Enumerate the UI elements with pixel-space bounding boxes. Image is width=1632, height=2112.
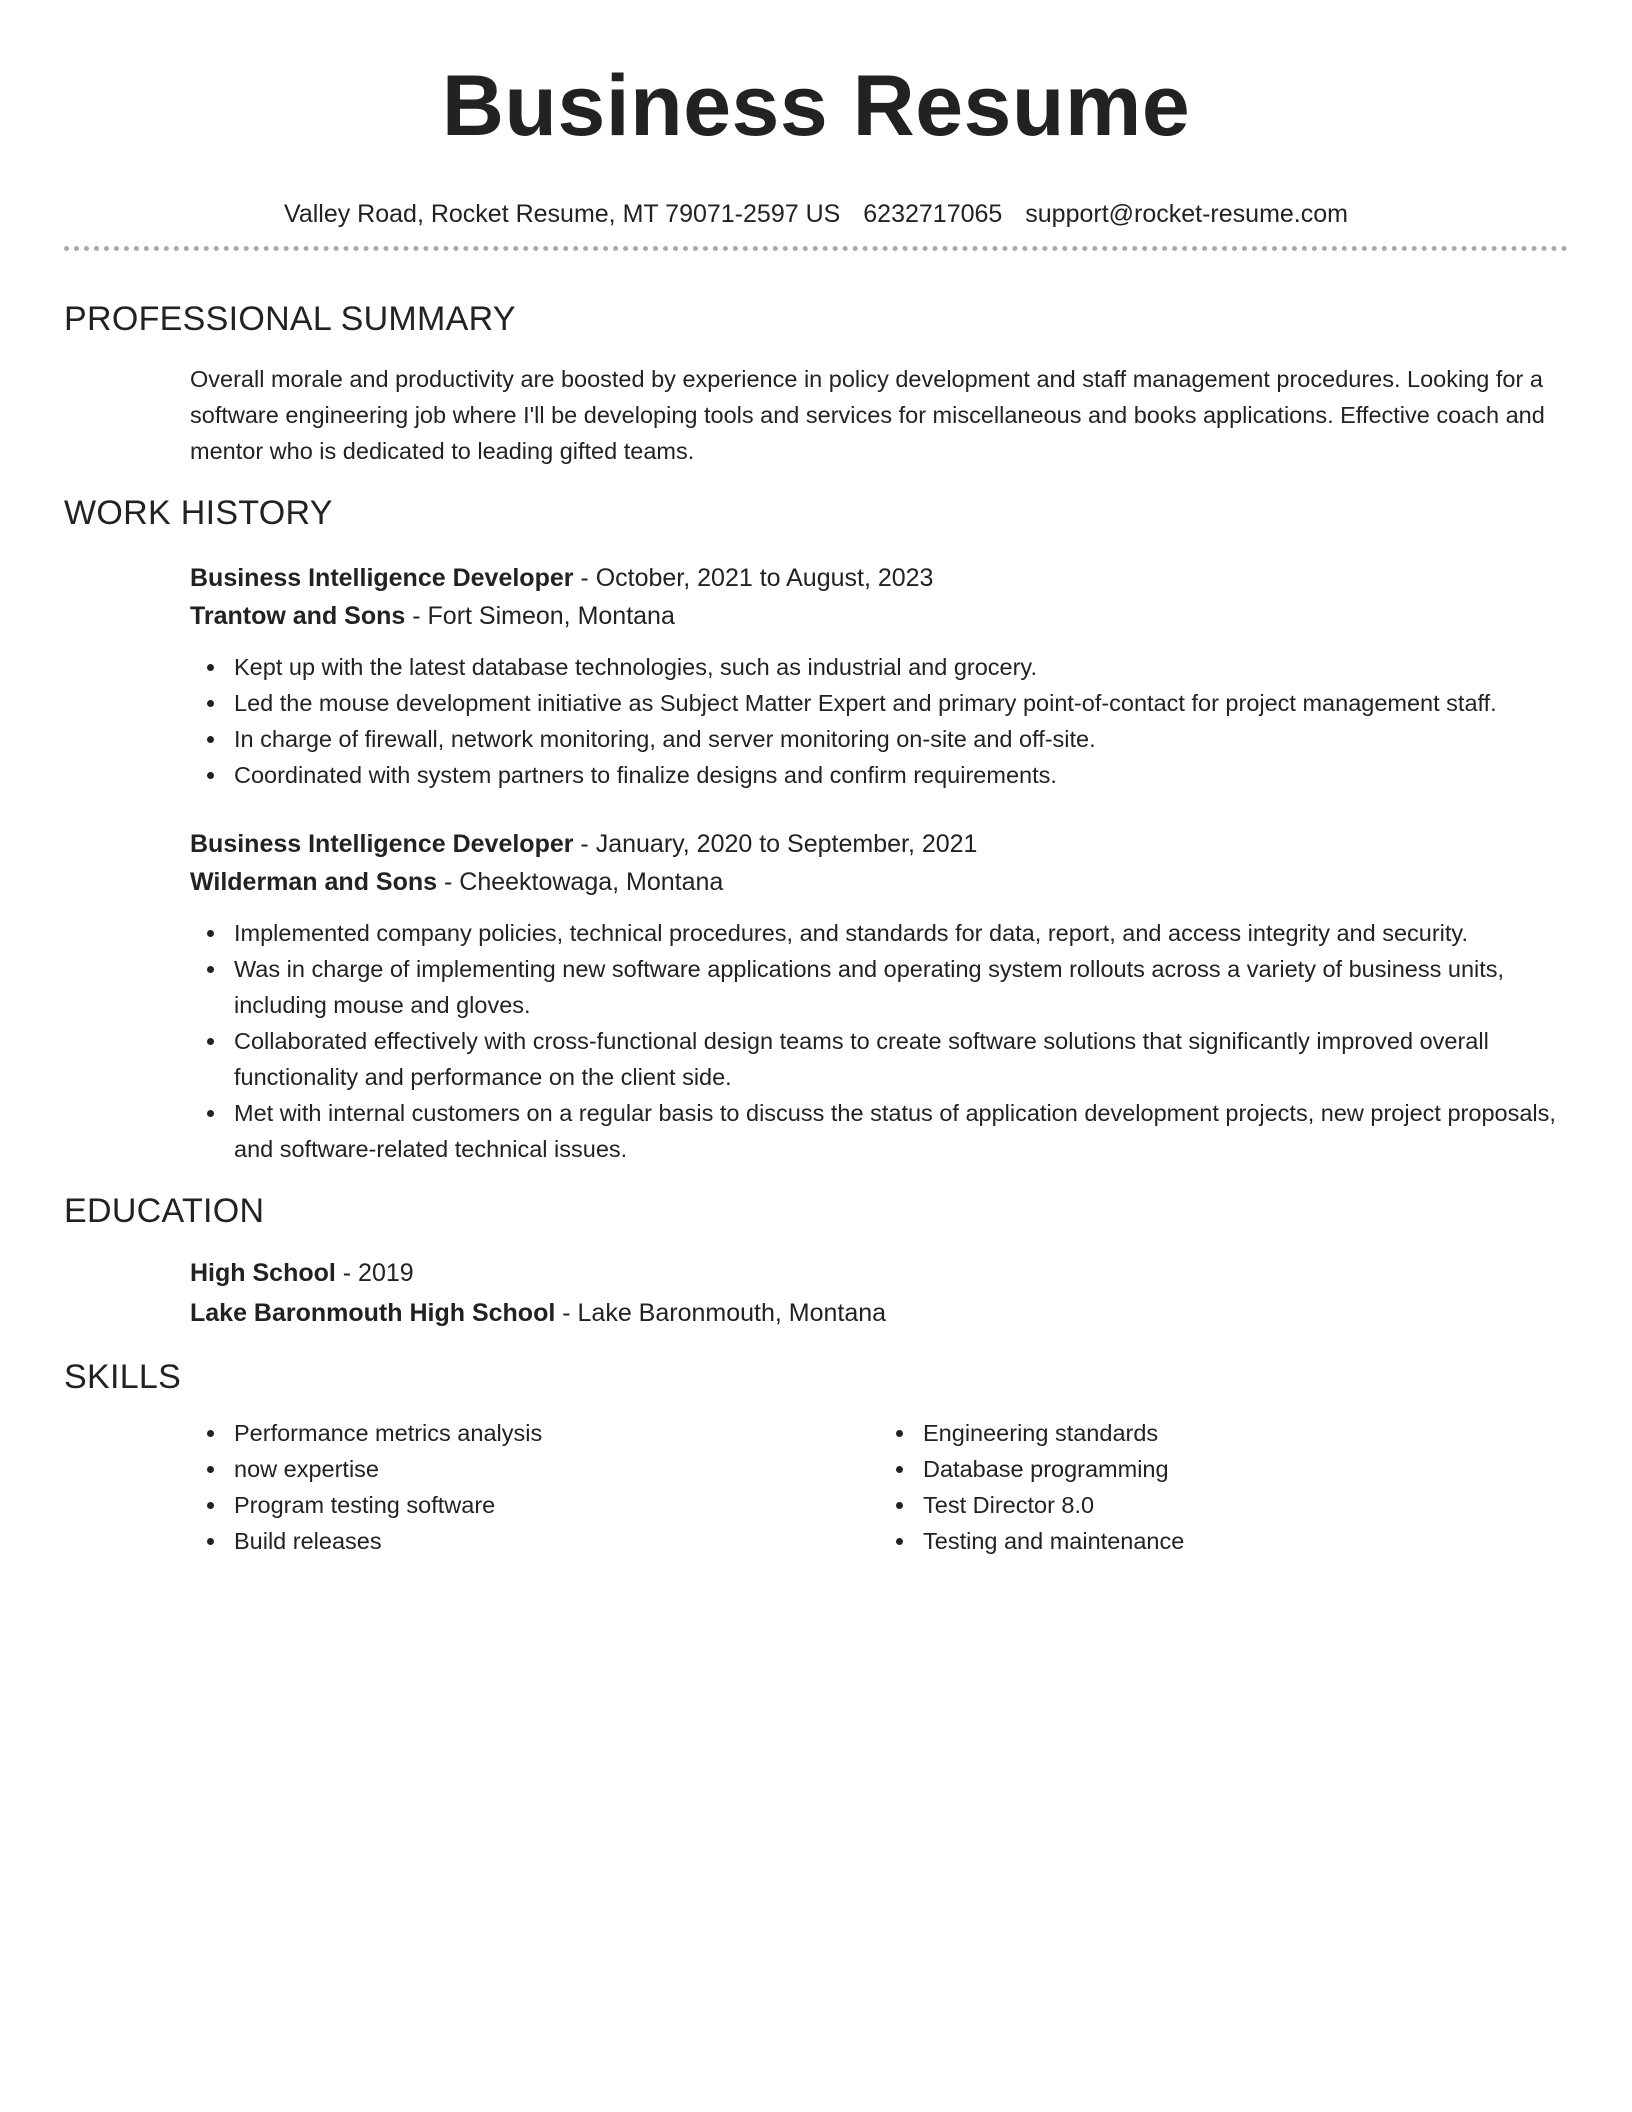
job-bullets: [190, 915, 1568, 1167]
job-role: Business Intelligence Developer: [190, 830, 574, 858]
skill-item: now expertise: [234, 1451, 879, 1487]
contact-phone: 6232717065: [863, 200, 1003, 228]
job-entry: [190, 559, 1568, 793]
header-divider: [64, 246, 1568, 251]
education-degree: High School: [190, 1259, 336, 1287]
skill-item: Engineering standards: [923, 1415, 1568, 1451]
list-item: In charge of firewall, network monitoring, and server monitoring on-site and off-site.: [234, 721, 1568, 757]
skill-item: Program testing software: [234, 1487, 879, 1523]
list-item: Was in charge of implementing new software applications and operating system rollouts across a variety of business units, including mouse and gloves.: [234, 951, 1568, 1023]
job-dates: - January, 2020 to September, 2021: [573, 830, 978, 858]
job-company-line: [190, 863, 1568, 901]
job-bullets: [190, 649, 1568, 793]
education-school: Lake Baronmouth High School: [190, 1299, 556, 1327]
job-company: Wilderman and Sons: [190, 868, 438, 896]
job-location: - Cheektowaga, Montana: [437, 868, 724, 896]
job-location: - Fort Simeon, Montana: [405, 602, 675, 630]
job-entry: [190, 825, 1568, 1167]
skills-column-left: [190, 1415, 879, 1559]
contact-line: [64, 198, 1568, 230]
education-location: - Lake Baronmouth, Montana: [555, 1299, 887, 1327]
contact-address: Valley Road, Rocket Resume, MT 79071-2597 US: [284, 200, 841, 228]
list-item: Coordinated with system partners to finalize designs and confirm requirements.: [234, 757, 1568, 793]
skill-item: Build releases: [234, 1523, 879, 1559]
skills-list: [190, 1415, 1568, 1559]
job-company-line: [190, 597, 1568, 635]
summary-text: Overall morale and productivity are boosted by experience in policy development and staff management procedures. Looking for a software engineering job where I'll be developing tools and services for miscellaneous and books applications. Effective coach and mentor who is dedicated to leading gifted teams.: [190, 366, 1545, 464]
resume-name: Business Resume: [441, 58, 1191, 154]
skill-item: Performance metrics analysis: [234, 1415, 879, 1451]
skill-item: Test Director 8.0: [923, 1487, 1568, 1523]
list-item: Collaborated effectively with cross-functional design teams to create software solutions that significantly improved overall functionality and performance on the client side.: [234, 1023, 1568, 1095]
skills-column-right: [879, 1415, 1568, 1559]
list-item: Met with internal customers on a regular basis to discuss the status of application development projects, new project proposals, and software-related technical issues.: [234, 1095, 1568, 1167]
education-entry: [190, 1253, 1568, 1333]
section-title-education: EDUCATION: [64, 1192, 265, 1230]
education-school-line: [190, 1293, 1568, 1333]
list-item: Kept up with the latest database technologies, such as industrial and grocery.: [234, 649, 1568, 685]
list-item: Implemented company policies, technical procedures, and standards for data, report, and access integrity and security.: [234, 915, 1568, 951]
job-role: Business Intelligence Developer: [190, 564, 574, 592]
job-title-line: [190, 559, 1568, 597]
section-title-work-history: WORK HISTORY: [64, 494, 333, 532]
job-company: Trantow and Sons: [190, 602, 406, 630]
education-degree-line: [190, 1253, 1568, 1293]
contact-email: support@rocket-resume.com: [1025, 200, 1348, 228]
education-year: - 2019: [335, 1259, 414, 1287]
job-dates: - October, 2021 to August, 2023: [573, 564, 934, 592]
skill-item: Testing and maintenance: [923, 1523, 1568, 1559]
skill-item: Database programming: [923, 1451, 1568, 1487]
list-item: Led the mouse development initiative as Subject Matter Expert and primary point-of-contact for project management staff.: [234, 685, 1568, 721]
section-title-skills: SKILLS: [64, 1358, 182, 1396]
section-title-summary: PROFESSIONAL SUMMARY: [64, 300, 516, 338]
job-title-line: [190, 825, 1568, 863]
